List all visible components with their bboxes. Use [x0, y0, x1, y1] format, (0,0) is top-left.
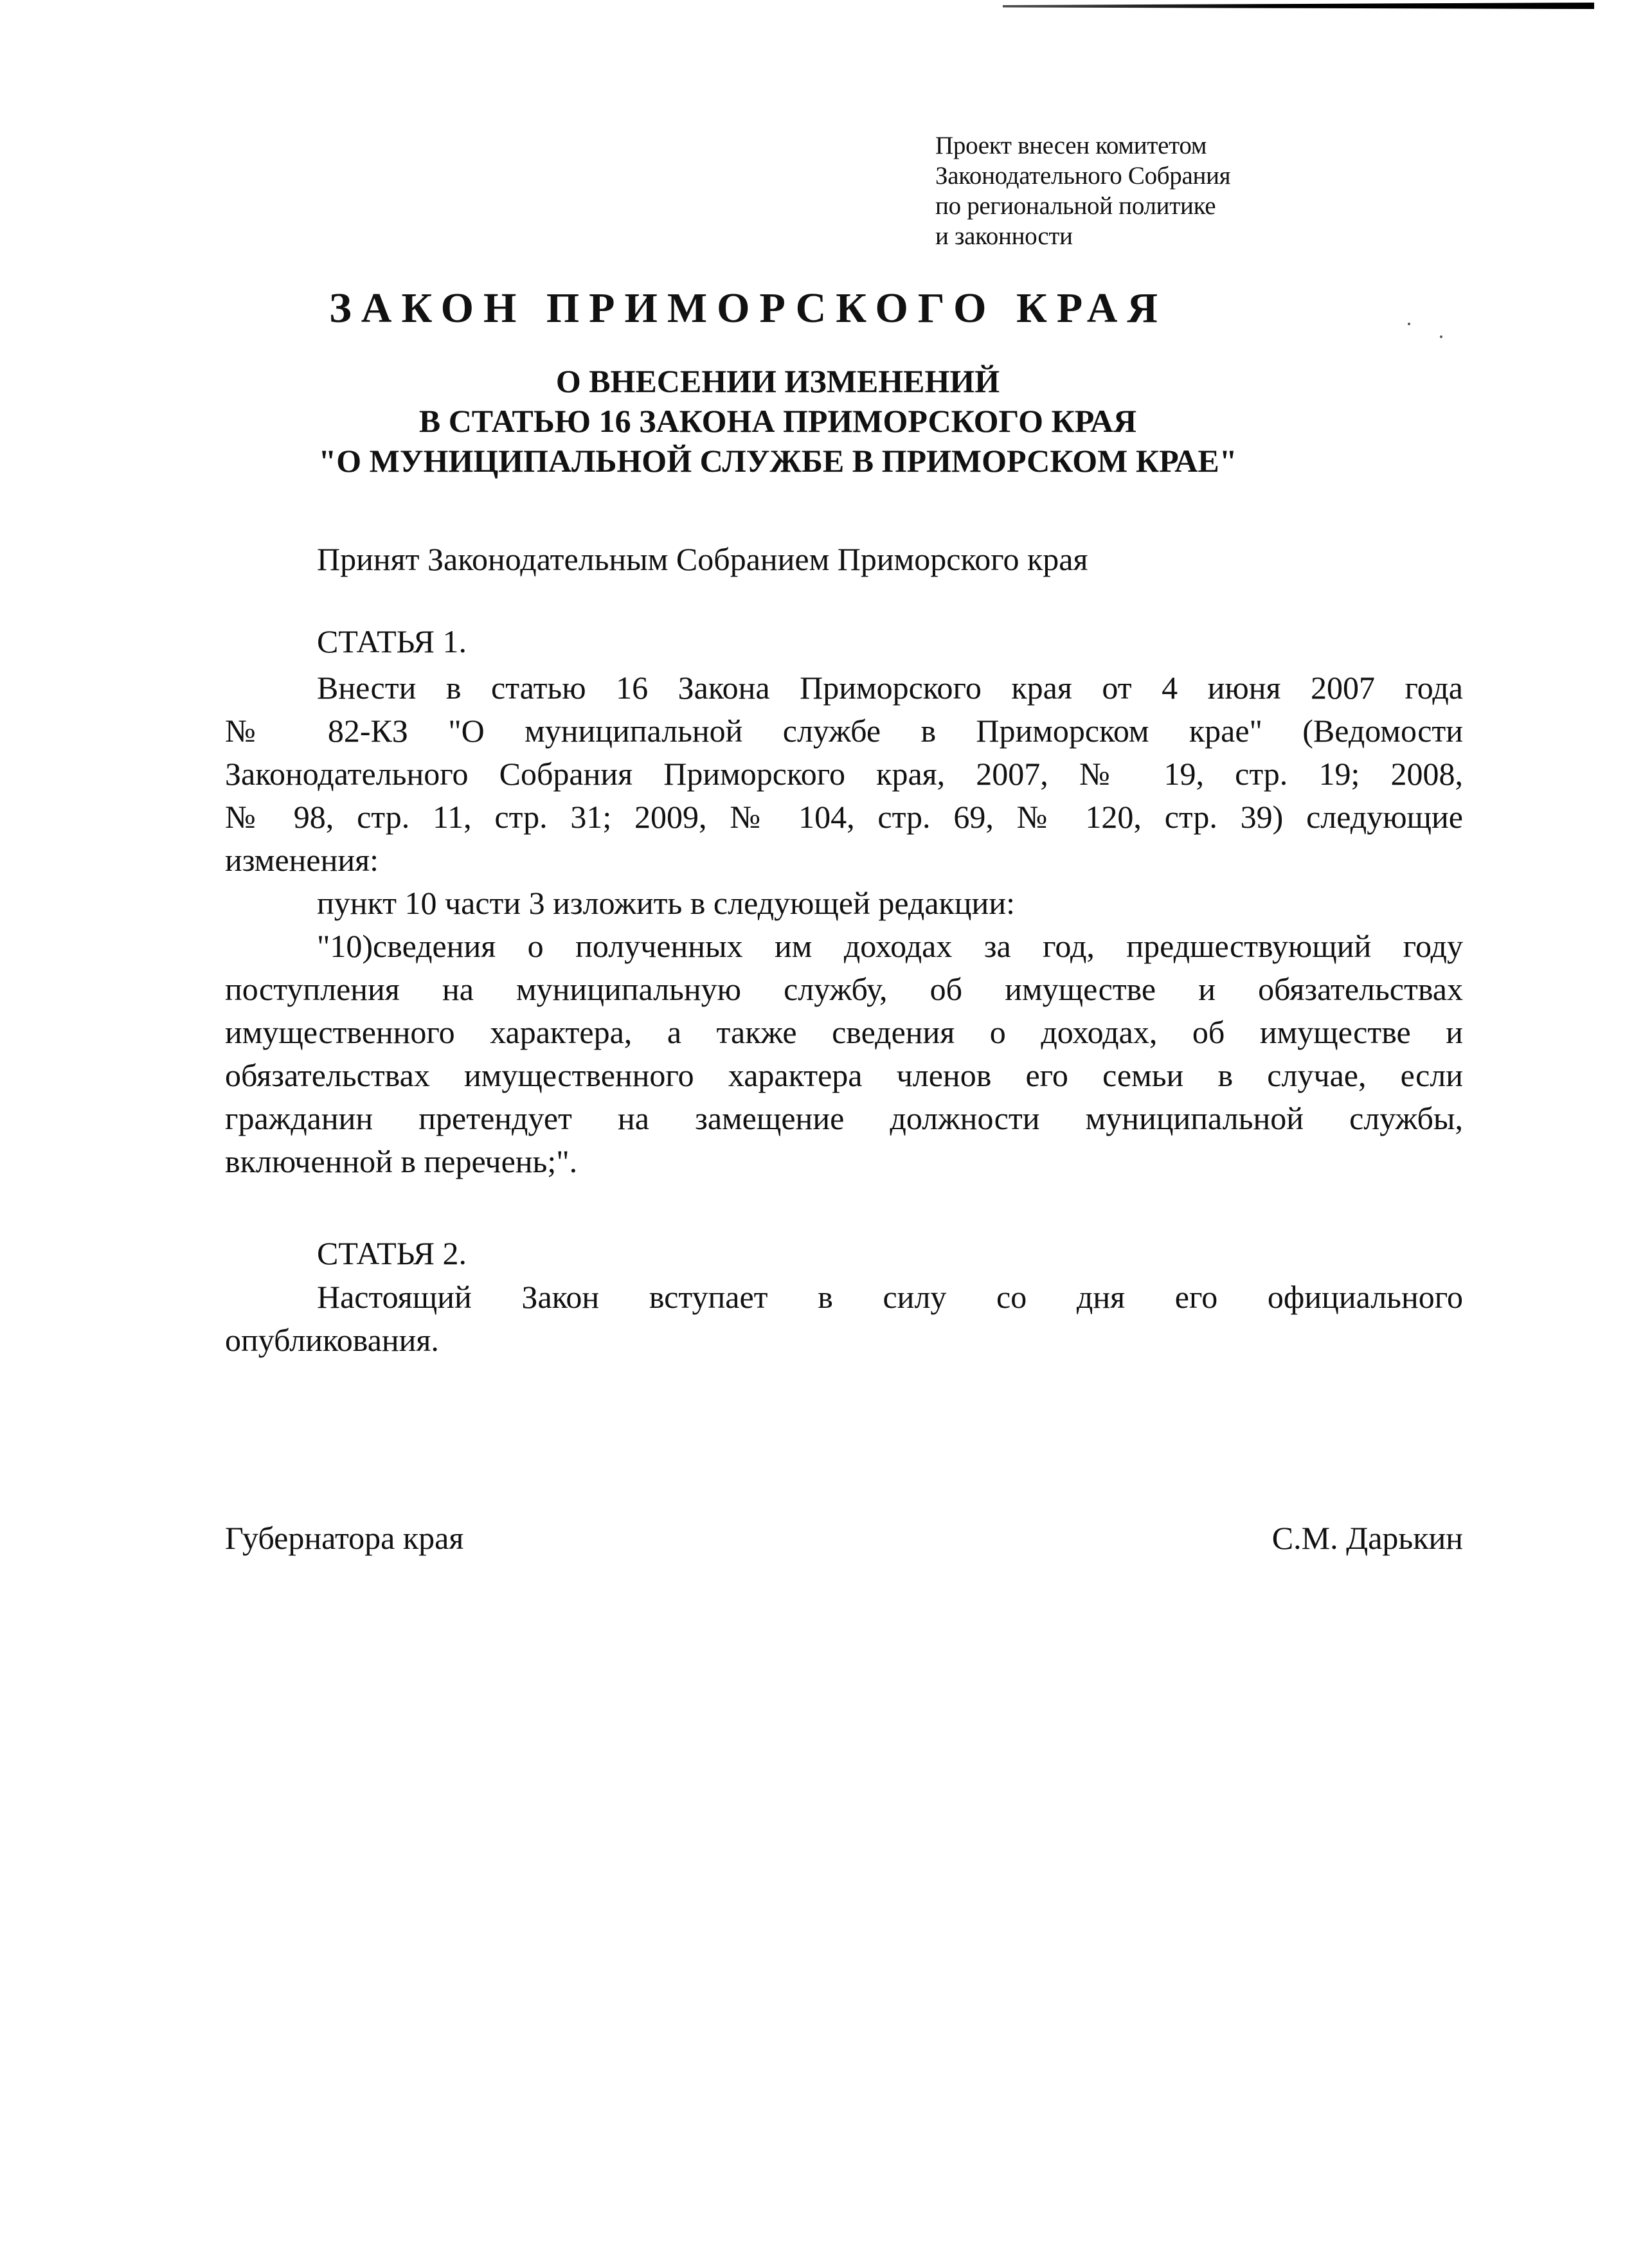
- law-title-text: ЗАКОН ПРИМОРСКОГО КРАЯ: [328, 285, 1168, 332]
- scan-artifact-line: [1003, 3, 1594, 9]
- body-line: опубликования.: [225, 1322, 439, 1358]
- signature-block: [225, 1515, 1463, 1560]
- body-line: гражданин претендует на замещение должности муниципальной службы,: [225, 1100, 1463, 1136]
- committee-note: [935, 130, 1230, 251]
- body-line: Настоящий Закон вступает в силу со дня его официального: [317, 1279, 1463, 1315]
- body-line: № 98, стр. 11, стр. 31; 2009, № 104, стр. 69, № 120, стр. 39) следующие: [225, 799, 1463, 835]
- article-2-body: [225, 1276, 1463, 1362]
- committee-line: по региональной политике: [935, 192, 1216, 220]
- subtitle-line: "О МУНИЦИПАЛЬНОЙ СЛУЖБЕ В ПРИМОРСКОМ КРАЕ": [318, 443, 1237, 479]
- body-line: № 82-КЗ "О муниципальной службе в Приморском крае" (Ведомости: [225, 713, 1463, 749]
- law-title: [0, 283, 1625, 334]
- law-subtitle: [219, 361, 1337, 481]
- body-line: пункт 10 части 3 изложить в следующей редакции:: [317, 885, 1015, 921]
- body-line: поступления на муниципальную службу, об имуществе и обязательствах: [225, 971, 1463, 1007]
- committee-line: Проект внесен комитетом: [935, 132, 1207, 159]
- subtitle-line: В СТАТЬЮ 16 ЗАКОНА ПРИМОРСКОГО КРАЯ: [418, 403, 1137, 439]
- body-line: "10)сведения о полученных им доходах за год, предшествующий году: [317, 928, 1463, 964]
- body-line: имущественного характера, а также сведения о доходах, об имуществе и: [225, 1014, 1463, 1050]
- scan-speck: [1440, 335, 1442, 338]
- adopted-by: Принят Законодательным Собранием Приморского края: [317, 541, 1088, 577]
- body-line: обязательствах имущественного характера членов его семьи в случае, если: [225, 1057, 1463, 1093]
- committee-line: Законодательного Собрания: [935, 162, 1231, 190]
- body-line: Законодательного Собрания Приморского края, 2007, № 19, стр. 19; 2008,: [225, 756, 1463, 792]
- body-line: Внести в статью 16 Закона Приморского края от 4 июня 2007 года: [317, 670, 1463, 706]
- subtitle-line: О ВНЕСЕНИИ ИЗМЕНЕНИЙ: [555, 363, 1000, 399]
- article-1-body: [225, 666, 1463, 1183]
- signatory-position: Губернатора края: [225, 1520, 464, 1556]
- article-2-heading: СТАТЬЯ 2.: [317, 1235, 467, 1271]
- article-1-heading: СТАТЬЯ 1.: [317, 623, 467, 659]
- body-line: изменения:: [225, 842, 379, 878]
- committee-line: и законности: [935, 222, 1073, 250]
- body-line: включенной в перечень;".: [225, 1143, 578, 1179]
- signatory-name: С.М. Дарькин: [1271, 1520, 1463, 1556]
